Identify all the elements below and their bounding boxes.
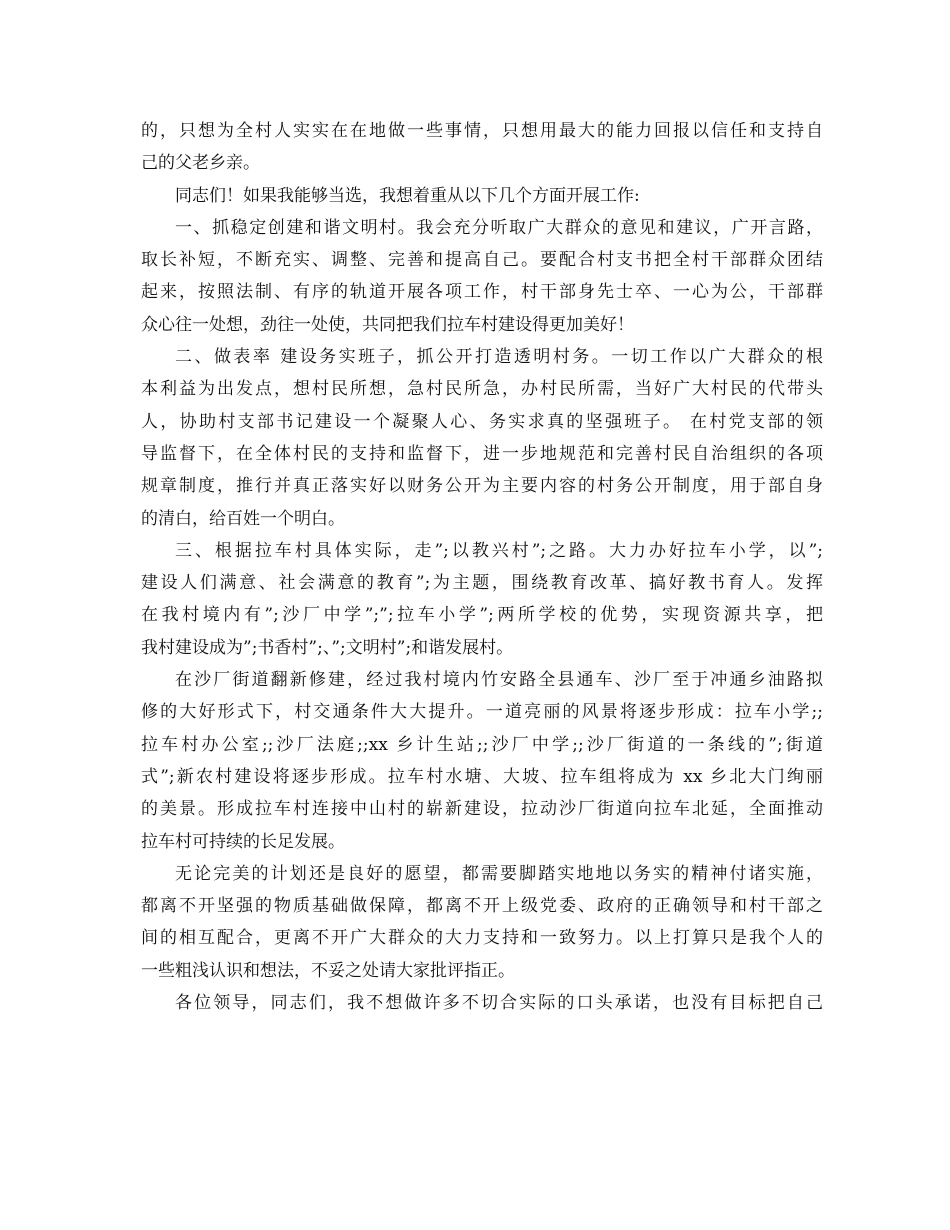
text-line: 取长补短，不断充实、调整、完善和提高自己。要配合村支书把全村干部群众团结	[141, 250, 823, 271]
text-line: 导监督下，在全体村民的支持和监督下，进一步地规范和完善村民自治组织的各项	[141, 443, 823, 464]
text-line: 在我村境内有”;沙厂中学”;”;拉车小学”;两所学校的优势，实现资源共享，把	[141, 605, 823, 626]
text-line: 己的父老乡亲。	[141, 153, 260, 174]
text-line: 起来，按照法制、有序的轨道开展各项工作，村干部身先士卒、一心为公，干部群	[141, 282, 823, 303]
text-line: 一些粗浅认识和想法，不妥之处请大家批评指正。	[141, 960, 515, 981]
text-line: 修的大好形式下，村交通条件大大提升。一道亮丽的风景将逐步形成：拉车小学;;	[141, 702, 823, 723]
text-line: 一、抓稳定创建和谐文明村。我会充分听取广大群众的意见和建议，广开言路，	[175, 217, 823, 238]
text-line: 同志们！如果我能够当选，我想着重从以下几个方面开展工作:	[175, 185, 640, 206]
text-line: 式”;新农村建设将逐步形成。拉车村水塘、大坡、拉车组将成为 xx 乡北大门绚丽	[141, 766, 823, 787]
text-line: 无论完美的计划还是良好的愿望，都需要脚踏实地地以务实的精神付诸实施，	[175, 863, 823, 884]
text-line: 二、做表率 建设务实班子，抓公开打造透明村务。一切工作以广大群众的根	[175, 347, 823, 368]
text-line: 建设人们满意、社会满意的教育”;为主题，围绕教育改革、搞好教书育人。发挥	[141, 573, 823, 594]
text-line: 都离不开坚强的物质基础做保障，都离不开上级党委、政府的正确领导和村干部之	[141, 896, 823, 917]
text-line: 规章制度，推行并真正落实好以财务公开为主要内容的村务公开制度，用于部自身	[141, 476, 823, 497]
document-page	[141, 115, 823, 1019]
text-line: 在沙厂街道翻新修建，经过我村境内竹安路全县通车、沙厂至于冲通乡油路拟	[175, 670, 823, 691]
text-line: 的美景。形成拉车村连接中山村的崭新建设，拉动沙厂街道向拉车北延，全面推动	[141, 799, 823, 820]
text-line: 三、根据拉车村具体实际，走”;以教兴村”;之路。大力办好拉车小学，以”;	[175, 540, 823, 561]
text-line: 的，只想为全村人实实在在地做一些事情，只想用最大的能力回报以信任和支持自	[141, 121, 823, 141]
text-line: 众心往一处想，劲往一处使，共同把我们拉车村建设得更加美好！	[141, 314, 634, 335]
text-line: 间的相互配合，更离不开广大群众的大力支持和一致努力。以上打算只是我个人的	[141, 928, 823, 949]
text-line: 人，协助村支部书记建设一个凝聚人心、务实求真的坚强班子。 在村党支部的领	[141, 411, 823, 432]
text-line: 拉车村可持续的长足发展。	[141, 831, 345, 852]
text-line: 我村建设成为”;书香村”;、”;文明村”;和谐发展村。	[141, 637, 514, 658]
text-line: 本利益为出发点，想村民所想，急村民所急，办村民所需，当好广大村民的代带头	[141, 379, 823, 400]
text-line: 拉车村办公室;;沙厂法庭;;xx 乡计生站;;沙厂中学;;沙厂街道的一条线的”;街道	[141, 734, 823, 755]
text-line: 的清白，给百姓一个明白。	[141, 508, 345, 529]
text-line: 各位领导，同志们，我不想做许多不切合实际的口头承诺，也没有目标把自己	[175, 993, 823, 1014]
